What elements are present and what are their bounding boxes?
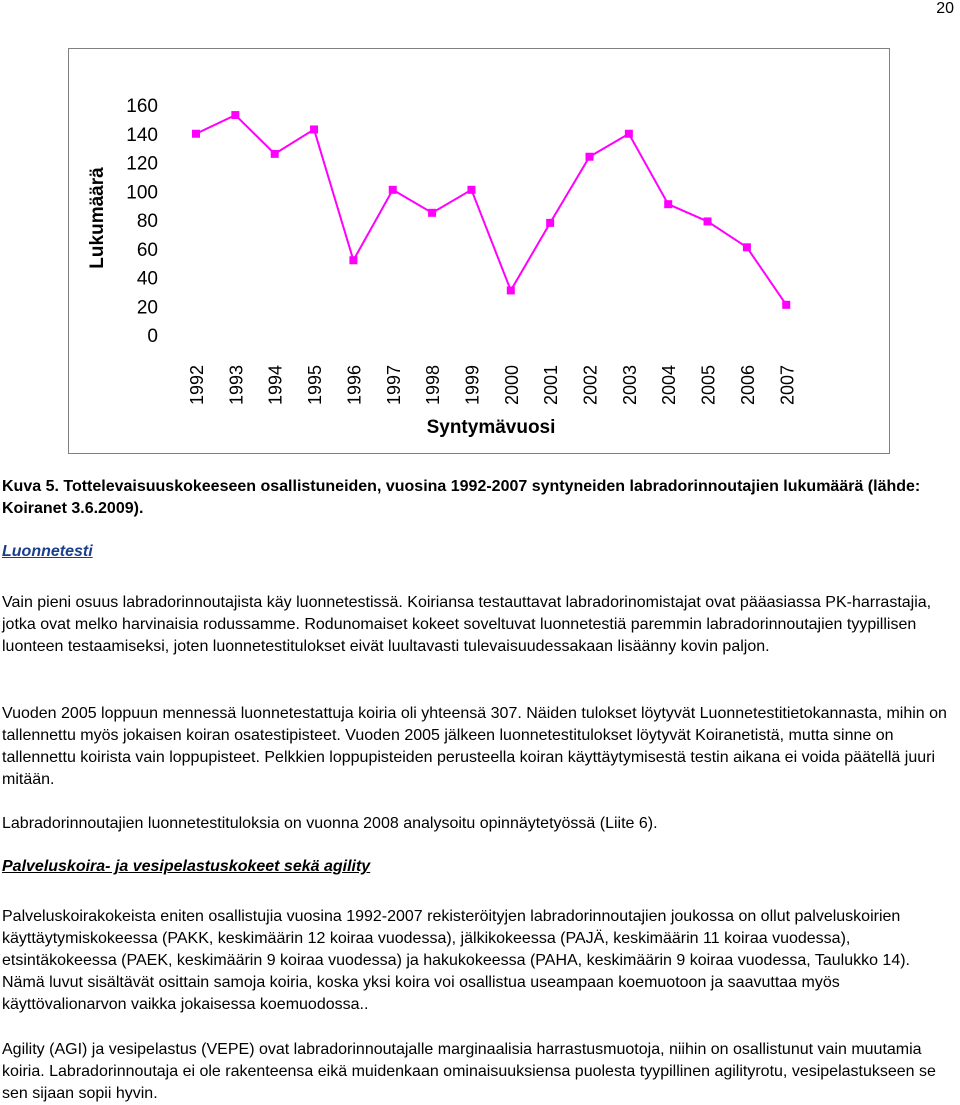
y-tick-label: 80 (136, 211, 158, 232)
data-point-marker (389, 186, 397, 194)
data-point-marker (271, 150, 279, 158)
data-point-marker (310, 125, 318, 133)
x-tick-label: 1996 (344, 364, 365, 405)
x-tick-label: 1999 (462, 364, 483, 405)
y-tick-label: 0 (147, 326, 158, 347)
x-tick-label: 1997 (383, 364, 404, 405)
x-tick-label: 2000 (501, 364, 522, 405)
paragraph: Agility (AGI) ja vesipelastus (VEPE) ovat labradorinnoutajalle marginaalisia harrastusmuotoja, niihin on osallistunut vain muutamia koiria. Labradorinnoutaja ei ole rakenteensa eikä muidenkaan ominaisuuksiensa puolesta tyypillinen agilityrotu, vesipelastukseen se sen sijaan sopii hyvin. (2, 1041, 936, 1102)
x-tick-label: 2007 (777, 364, 798, 405)
x-tick-label: 1998 (423, 364, 444, 405)
section-heading-luonnetesti: Luonnetesti (2, 543, 93, 560)
y-tick-label: 140 (126, 124, 158, 146)
data-point-marker (743, 243, 751, 251)
data-point-marker (428, 209, 436, 217)
data-point-marker (664, 200, 672, 208)
x-tick-label: 1993 (226, 364, 247, 405)
data-point-marker (704, 217, 712, 225)
x-tick-label: 2001 (541, 364, 562, 405)
data-point-marker (467, 186, 475, 194)
x-tick-label: 2006 (737, 364, 758, 405)
x-tick-label: 1994 (265, 364, 286, 405)
data-point-marker (586, 153, 594, 161)
y-tick-label: 20 (136, 297, 158, 319)
line-chart (69, 49, 889, 453)
series-line (196, 115, 786, 305)
data-point-marker (349, 256, 357, 264)
y-tick-label: 160 (126, 96, 158, 117)
y-tick-labels (126, 96, 158, 347)
y-axis-label: Lukumäärä (87, 167, 108, 269)
x-tick-label: 1995 (305, 364, 326, 405)
y-tick-label: 40 (136, 268, 158, 290)
x-tick-labels (187, 365, 797, 405)
data-series (192, 111, 790, 309)
x-tick-label: 2004 (659, 364, 680, 405)
paragraph: Labradorinnoutajien luonnetestituloksia on vuonna 2008 analysoitu opinnäytetyössä (Liite 6). (2, 815, 658, 832)
x-tick-label: 1992 (187, 364, 207, 405)
data-point-marker (782, 301, 790, 309)
data-point-marker (625, 130, 633, 138)
chart-frame (68, 48, 890, 454)
data-point-marker (192, 130, 200, 138)
y-tick-label: 60 (136, 239, 158, 261)
figure-caption: Kuva 5. Tottelevaisuuskokeeseen osallistuneiden, vuosina 1992-2007 syntyneiden labradorinnoutajien lukumäärä (lähde: Koiranet 3.6.2009). (2, 478, 921, 517)
paragraph: Vuoden 2005 loppuun mennessä luonnetestattuja koiria oli yhteensä 307. Näiden tulokset löytyvät Luonnetestitietokannasta, mihin on tallennettu myös jokaisen koiran osatestipisteet. Vuoden 2005 jälkeen luonnetestitulokset löytyvät Koiranetistä, mutta sinne on tallennettu koirista vain loppupisteet. Pelkkien loppupisteiden perusteella koiran käyttäytymisestä testin aikana ei voida päätellä juuri mitään. (2, 705, 947, 788)
data-point-marker (231, 111, 239, 119)
x-tick-label: 2005 (698, 364, 719, 405)
data-point-marker (546, 219, 554, 227)
data-point-marker (507, 286, 515, 294)
page-number: 20 (936, 0, 954, 17)
x-tick-label: 2002 (580, 364, 601, 405)
x-tick-label: 2003 (619, 364, 640, 405)
y-tick-label: 100 (126, 182, 158, 204)
x-axis-label: Syntymävuosi (426, 417, 556, 438)
paragraph: Palveluskoirakokeista eniten osallistujia vuosina 1992-2007 rekisteröityjen labradorinnoutajien joukossa on ollut palveluskoirien käyttäytymiskokeessa (PAKK, keskimäärin 12 koiraa vuodessa), jälkikokeessa (PAJÄ, keskimäärin 11 koiraa vuodessa), etsintäkokeessa (PAEK, keskimäärin 9 koiraa vuodessa) ja hakukokeessa (PAHA, keskimäärin 9 koiraa vuodessa, Taulukko 14). Nämä luvut sisältävät osittain samoja koiria, koska yksi koira voi osallistua useampaan koemuotoon ja saavuttaa myös käyttövalionarvon vaikka jokaisessa koemuodossa.. (2, 908, 910, 1013)
section-heading-palveluskoira: Palveluskoira- ja vesipelastuskokeet sekä agility (2, 858, 371, 875)
y-tick-label: 120 (126, 153, 158, 175)
paragraph: Vain pieni osuus labradorinnoutajista käy luonnetestissä. Koiriansa testauttavat labradorinomistajat ovat pääasiassa PK-harrastajia, jotka ovat melko harvinaisia rodussamme. Rodunomaiset kokeet soveltuvat luonnetestiä paremmin labradorinnoutajien tyypillisen luonteen testaamiseksi, joten luonnetestitulokset eivät luultavasti tulevaisuudessakaan lisäänny kovin paljon. (2, 594, 932, 655)
